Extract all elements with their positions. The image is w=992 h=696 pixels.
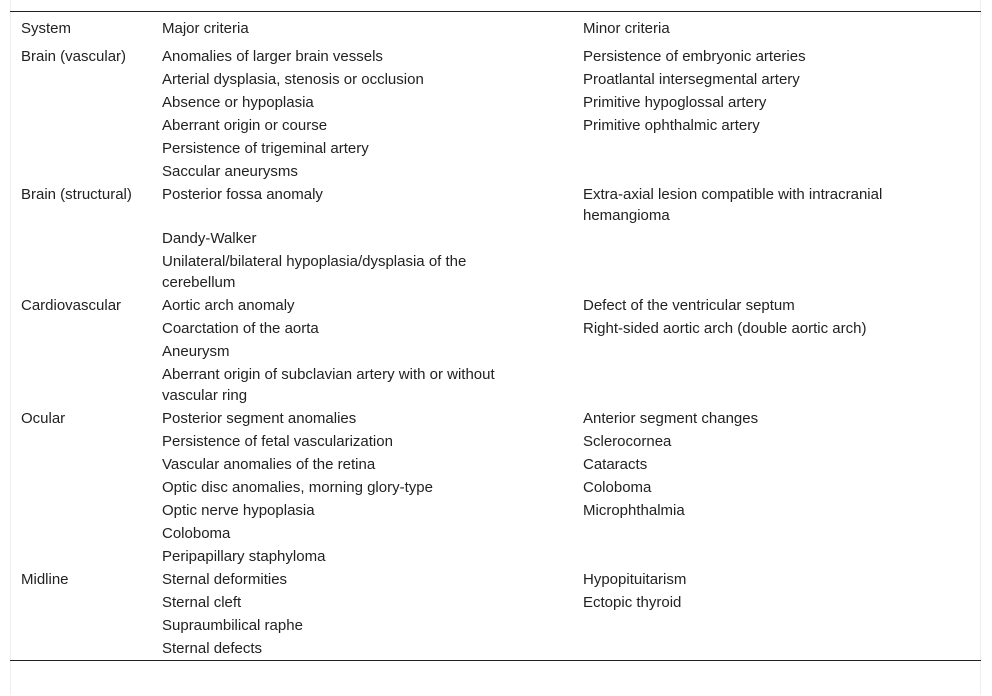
- table-row: [10, 591, 981, 614]
- header-system: System: [21, 20, 72, 37]
- minor-criteria-cell: [583, 227, 981, 250]
- table-row: [10, 137, 981, 160]
- major-criteria-cell: Persistence of trigeminal artery: [162, 140, 369, 157]
- table-row: [10, 294, 981, 317]
- minor-criteria-cell: [583, 614, 981, 637]
- major-criteria-cell: Absence or hypoplasia: [162, 94, 314, 111]
- major-criteria-cell: Sternal defects: [162, 640, 263, 657]
- table-row: [10, 68, 981, 91]
- minor-criteria-cell: [583, 137, 981, 160]
- table-row: [10, 363, 981, 407]
- system-cell: [10, 453, 162, 476]
- system-cell: [10, 637, 162, 661]
- table-header-row: [10, 12, 981, 46]
- major-criteria-cell: Posterior segment anomalies: [162, 410, 357, 427]
- minor-criteria-cell: Right-sided aortic arch (double aortic arch): [583, 320, 867, 337]
- system-cell: [10, 68, 162, 91]
- minor-criteria-cell: Cataracts: [583, 456, 648, 473]
- table-row: [10, 568, 981, 591]
- table-row: [10, 227, 981, 250]
- minor-criteria-cell: [583, 637, 981, 661]
- criteria-table: [10, 11, 981, 661]
- minor-criteria-cell: Defect of the ventricular septum: [583, 297, 795, 314]
- minor-criteria-cell: Persistence of embryonic arteries: [583, 48, 806, 65]
- table-row: [10, 114, 981, 137]
- system-cell: [10, 114, 162, 137]
- system-cell: [10, 499, 162, 522]
- major-criteria-cell: Optic nerve hypoplasia: [162, 502, 315, 519]
- minor-criteria-cell: [583, 522, 981, 545]
- system-cell: [10, 137, 162, 160]
- major-criteria-cell: Posterior fossa anomaly: [162, 186, 323, 203]
- table-row: [10, 250, 981, 294]
- system-cell: [10, 522, 162, 545]
- table-row: [10, 637, 981, 661]
- system-cell: Cardiovascular: [21, 297, 122, 314]
- minor-criteria-cell: Microphthalmia: [583, 502, 685, 519]
- minor-criteria-cell: Anterior segment changes: [583, 410, 759, 427]
- table-body: [10, 45, 981, 661]
- header-major-criteria: Major criteria: [162, 20, 249, 37]
- minor-criteria-cell: [583, 160, 981, 183]
- system-cell: [10, 614, 162, 637]
- major-criteria-cell: Coarctation of the aorta: [162, 320, 319, 337]
- table-row: [10, 499, 981, 522]
- minor-criteria-cell: [583, 340, 981, 363]
- system-cell: [10, 430, 162, 453]
- minor-criteria-cell: Primitive hypoglossal artery: [583, 94, 767, 111]
- major-criteria-cell: Persistence of fetal vascularization: [162, 433, 393, 450]
- system-cell: [10, 91, 162, 114]
- major-criteria-cell: Coloboma: [162, 525, 231, 542]
- major-criteria-cell: Saccular aneurysms: [162, 163, 298, 180]
- major-criteria-cell: Aberrant origin or course: [162, 117, 328, 134]
- table-row: [10, 183, 981, 227]
- major-criteria-cell: Arterial dysplasia, stenosis or occlusion: [162, 71, 424, 88]
- table-row: [10, 160, 981, 183]
- table-row: [10, 453, 981, 476]
- minor-criteria-cell: Extra-axial lesion compatible with intracranial hemangioma: [583, 186, 883, 224]
- system-cell: [10, 250, 162, 294]
- minor-criteria-cell: Sclerocornea: [583, 433, 672, 450]
- major-criteria-cell: Aneurysm: [162, 343, 230, 360]
- major-criteria-cell: Supraumbilical raphe: [162, 617, 303, 634]
- minor-criteria-cell: Coloboma: [583, 479, 652, 496]
- system-cell: Ocular: [21, 410, 66, 427]
- table-row: [10, 614, 981, 637]
- major-criteria-cell: Peripapillary staphyloma: [162, 548, 326, 565]
- system-cell: [10, 340, 162, 363]
- major-criteria-cell: Unilateral/bilateral hypoplasia/dysplasia of the cerebellum: [162, 253, 467, 291]
- major-criteria-cell: Sternal cleft: [162, 594, 242, 611]
- system-cell: [10, 363, 162, 407]
- system-cell: [10, 160, 162, 183]
- table-row: [10, 91, 981, 114]
- major-criteria-cell: Aortic arch anomaly: [162, 297, 295, 314]
- major-criteria-cell: Optic disc anomalies, morning glory-type: [162, 479, 433, 496]
- table-row: [10, 430, 981, 453]
- major-criteria-cell: Dandy-Walker: [162, 230, 257, 247]
- minor-criteria-cell: [583, 363, 981, 407]
- major-criteria-cell: Sternal deformities: [162, 571, 288, 588]
- system-cell: [10, 317, 162, 340]
- table-row: [10, 45, 981, 68]
- minor-criteria-cell: Primitive ophthalmic artery: [583, 117, 760, 134]
- system-cell: Brain (vascular): [21, 48, 127, 65]
- major-criteria-cell: Vascular anomalies of the retina: [162, 456, 376, 473]
- minor-criteria-cell: Hypopituitarism: [583, 571, 687, 588]
- minor-criteria-cell: Ectopic thyroid: [583, 594, 682, 611]
- table-row: [10, 340, 981, 363]
- system-cell: [10, 227, 162, 250]
- system-cell: [10, 591, 162, 614]
- table-row: [10, 407, 981, 430]
- minor-criteria-cell: Proatlantal intersegmental artery: [583, 71, 800, 88]
- table-row: [10, 317, 981, 340]
- table-row: [10, 522, 981, 545]
- system-cell: Midline: [21, 571, 69, 588]
- minor-criteria-cell: [583, 250, 981, 294]
- system-cell: [10, 476, 162, 499]
- header-minor-criteria: Minor criteria: [583, 20, 670, 37]
- table-row: [10, 476, 981, 499]
- minor-criteria-cell: [583, 545, 981, 568]
- system-cell: Brain (structural): [21, 186, 132, 203]
- system-cell: [10, 545, 162, 568]
- major-criteria-cell: Anomalies of larger brain vessels: [162, 48, 383, 65]
- table-row: [10, 545, 981, 568]
- major-criteria-cell: Aberrant origin of subclavian artery with or without vascular ring: [162, 366, 495, 404]
